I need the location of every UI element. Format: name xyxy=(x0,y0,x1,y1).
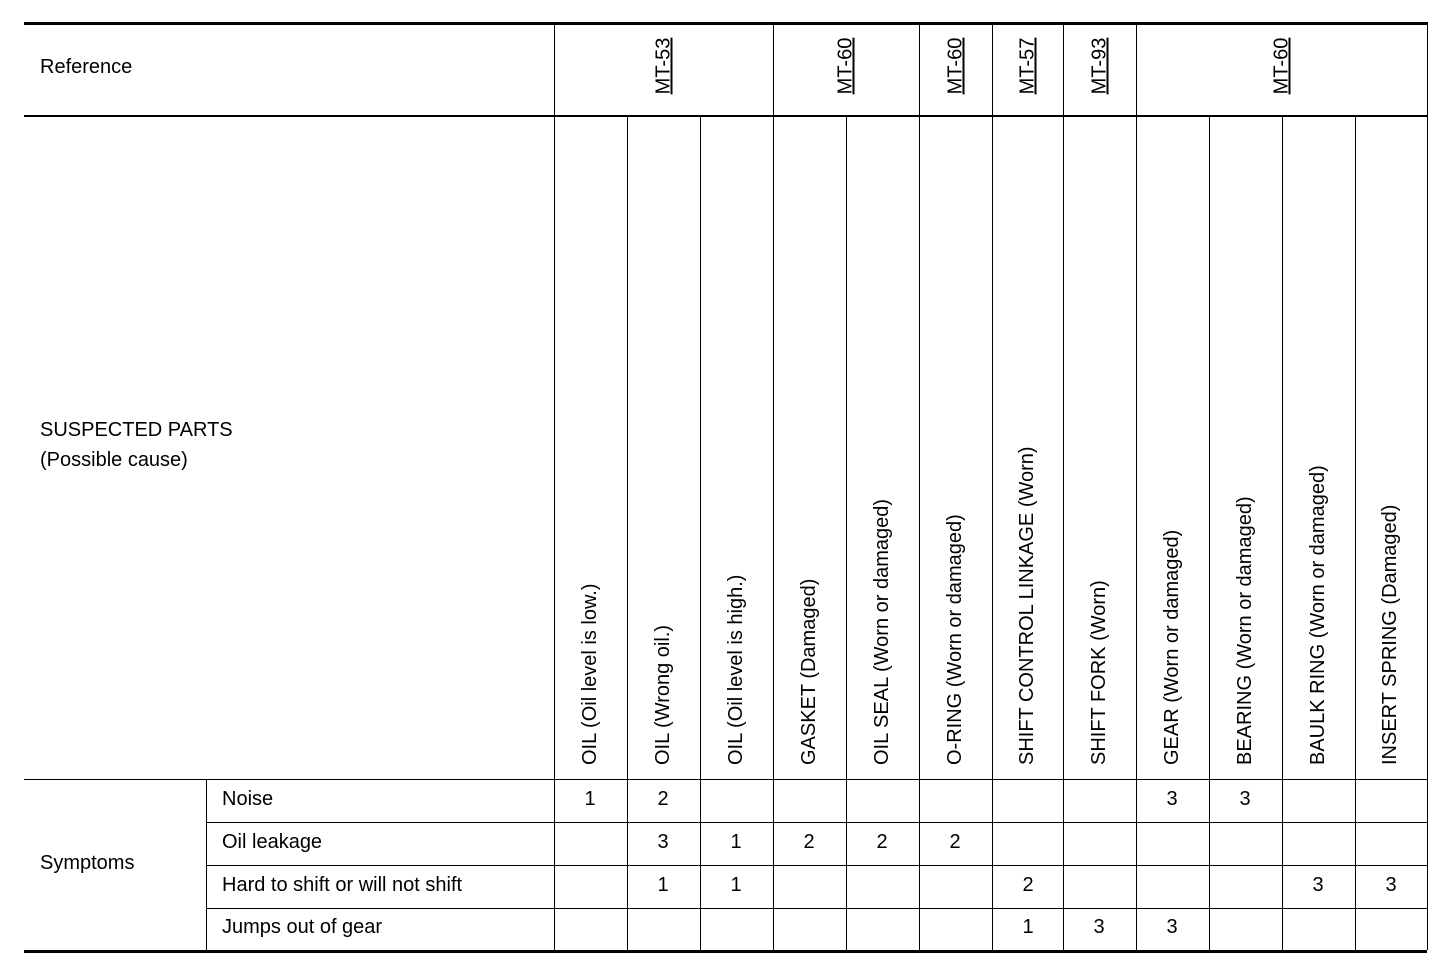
suspected-parts-label xyxy=(40,418,233,478)
column-divider xyxy=(773,22,774,950)
priority-cell: 2 xyxy=(657,787,669,810)
priority-cell: 2 xyxy=(1022,873,1034,896)
table-top-border xyxy=(24,22,1427,25)
priority-cell: 2 xyxy=(803,830,815,853)
column-divider xyxy=(554,22,555,950)
reference-link-1[interactable]: MT-60 xyxy=(834,37,857,95)
suspected-parts-subtitle: (Possible cause) xyxy=(40,449,188,471)
priority-cell: 3 xyxy=(1312,873,1324,896)
priority-cell: 1 xyxy=(1022,916,1034,938)
column-divider xyxy=(919,22,920,950)
suspected-part-header: GASKET (Damaged) xyxy=(797,578,820,765)
priority-cell: 1 xyxy=(584,787,596,810)
suspected-parts-title: SUSPECTED PARTS xyxy=(40,419,233,441)
symptom-column-divider xyxy=(206,779,207,950)
symptom-label: Jumps out of gear xyxy=(222,916,383,938)
suspected-part-header: BEARING (Worn or damaged) xyxy=(1233,496,1256,765)
reference-link-2[interactable]: MT-60 xyxy=(944,37,966,95)
priority-cell: 3 xyxy=(1093,916,1105,938)
suspected-part-header: OIL SEAL (Worn or damaged) xyxy=(870,498,893,765)
column-divider xyxy=(846,115,847,950)
priority-cell: 3 xyxy=(1239,787,1251,810)
column-divider xyxy=(700,115,701,950)
symptom-label: Oil leakage xyxy=(222,830,323,853)
header-bottom-border xyxy=(24,779,1427,780)
priority-cell: 3 xyxy=(1166,916,1178,938)
suspected-part-header: O-RING (Worn or damaged) xyxy=(943,514,966,765)
column-divider xyxy=(1063,22,1064,950)
suspected-part-header: SHIFT CONTROL LINKAGE (Worn) xyxy=(1015,446,1038,765)
priority-cell: 1 xyxy=(657,873,669,896)
column-divider xyxy=(1427,22,1428,950)
reference-label: Reference xyxy=(40,56,133,78)
priority-cell: 1 xyxy=(730,830,742,853)
reference-row-border xyxy=(24,115,1427,117)
reference-link-4[interactable]: MT-93 xyxy=(1088,37,1110,95)
reference-link-5[interactable]: MT-60 xyxy=(1270,37,1292,95)
column-divider xyxy=(1209,115,1210,950)
table-bottom-border xyxy=(24,950,1427,953)
priority-cell: 1 xyxy=(730,873,742,896)
symptom-label: Hard to shift or will not shift xyxy=(222,873,463,896)
column-divider xyxy=(1136,22,1137,950)
suspected-part-header: SHIFT FORK (Worn) xyxy=(1087,580,1110,765)
suspected-part-header: INSERT SPRING (Damaged) xyxy=(1379,504,1401,765)
row-divider xyxy=(206,822,1427,823)
row-divider xyxy=(206,865,1427,866)
symptoms-label: Symptoms xyxy=(40,852,135,874)
priority-cell: 3 xyxy=(1385,873,1397,896)
column-divider xyxy=(992,22,993,950)
column-divider xyxy=(1355,115,1356,950)
priority-cell: 2 xyxy=(876,830,888,853)
suspected-part-header: OIL (Oil level is high.) xyxy=(724,574,747,765)
priority-cell: 3 xyxy=(657,830,669,853)
priority-cell: 2 xyxy=(949,830,961,853)
symptom-label: Noise xyxy=(222,787,274,810)
suspected-part-header: BAULK RING (Worn or damaged) xyxy=(1306,465,1329,765)
column-divider xyxy=(1282,115,1283,950)
column-divider xyxy=(627,115,628,950)
suspected-part-header: OIL (Oil level is low.) xyxy=(578,583,601,765)
reference-link-3[interactable]: MT-57 xyxy=(1016,37,1038,95)
row-divider xyxy=(206,908,1427,909)
priority-cell: 3 xyxy=(1166,787,1178,810)
suspected-part-header: GEAR (Worn or damaged) xyxy=(1160,529,1183,765)
suspected-part-header: OIL (Wrong oil.) xyxy=(651,624,674,765)
reference-link-0[interactable]: MT-53 xyxy=(652,37,674,95)
